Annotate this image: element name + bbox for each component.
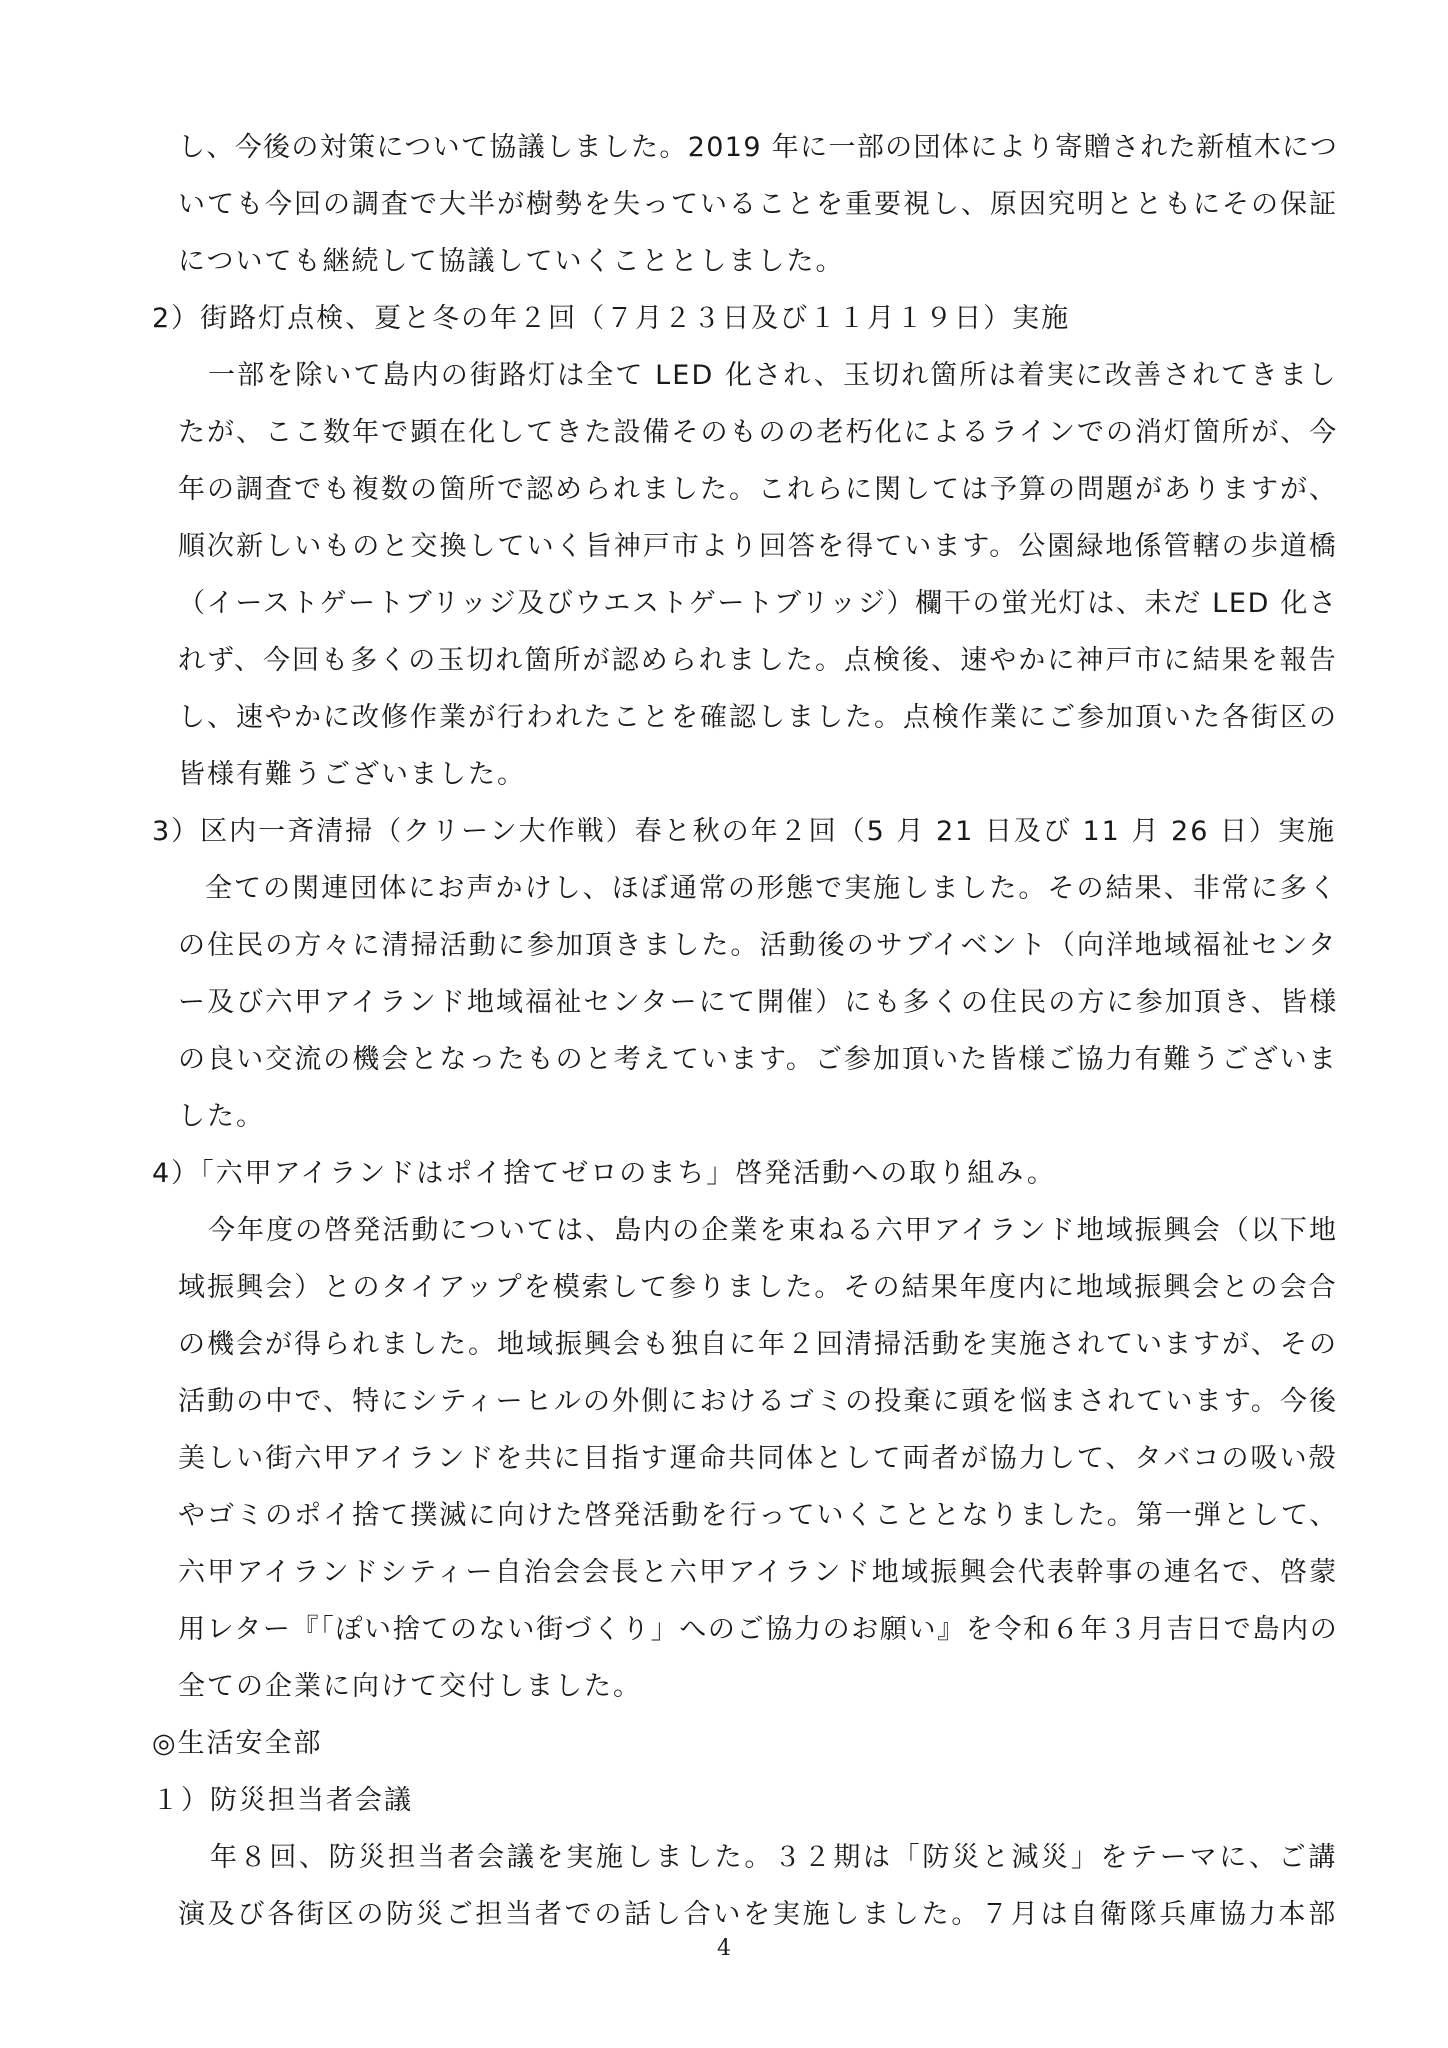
- text-line: やゴミのポイ捨て撲滅に向けた啓発活動を行っていくこととなりました。第一弾として、: [178, 1500, 1339, 1531]
- text-line: の住民の方々に清掃活動に参加頂きました。活動後のサブイベント（向洋地域福祉センタ: [178, 930, 1338, 961]
- text-line: 全ての関連団体にお声かけし、ほぼ通常の形態で実施しました。その結果、非常に多く: [205, 873, 1338, 904]
- text-line: 域振興会）とのタイアップを模索して参りました。その結果年度内に地域振興会との会合: [178, 1272, 1338, 1303]
- text-line: 美しい街六甲アイランドを共に目指す運命共同体として両者が協力して、タバコの吸い殻: [178, 1443, 1338, 1474]
- text-line: 年の調査でも複数の箇所で認められました。これらに関しては予算の問題がありますが、: [178, 474, 1338, 505]
- text-line: し、今後の対策について協議しました。2019 年に一部の団体により寄贈された新植木につ: [178, 132, 1339, 163]
- text-line: 演及び各街区の防災ご担当者での話し合いを実施しました。７月は自衛隊兵庫協力本部: [178, 1899, 1338, 1930]
- text-line: についても継続して協議していくこととしました。: [178, 246, 845, 277]
- text-line: した。: [178, 1101, 265, 1132]
- text-line: （イーストゲートブリッジ及びウエストゲートブリッジ）欄干の蛍光灯は、未だ LED 化さ: [178, 588, 1338, 619]
- text-line: の機会が得られました。地域振興会も独自に年２回清掃活動を実施されていますが、その: [178, 1329, 1338, 1360]
- text-line: 順次新しいものと交換していく旨神戸市より回答を得ています。公園緑地係管轄の歩道橋: [178, 531, 1338, 562]
- text-line: 今年度の啓発活動については、島内の企業を束ねる六甲アイランド地域振興会（以下地: [208, 1215, 1339, 1246]
- text-line: 六甲アイランドシティー自治会会長と六甲アイランド地域振興会代表幹事の連名で、啓蒙: [178, 1557, 1339, 1588]
- text-line: 用レター『「ぽい捨てのない街づくり」へのご協力のお願い』を令和６年３月吉日で島内の: [178, 1614, 1339, 1645]
- text-line: 活動の中で、特にシティーヒルの外側におけるゴミの投棄に頭を悩まされています。今後: [178, 1386, 1339, 1417]
- text-line: いても今回の調査で大半が樹勢を失っていることを重要視し、原因究明とともにその保証: [178, 189, 1338, 220]
- text-line: 2）街路灯点検、夏と冬の年２回（７月２３日及び１１月１９日）実施: [152, 303, 1071, 334]
- text-line: し、速やかに改修作業が行われたことを確認しました。点検作業にご参加頂いた各街区の: [178, 702, 1338, 733]
- page-number: 4: [717, 1936, 731, 1961]
- text-line: 全ての企業に向けて交付しました。: [178, 1671, 642, 1702]
- text-line: 皆様有難うございました。: [178, 759, 526, 790]
- text-line: の良い交流の機会となったものと考えています。ご参加頂いた皆様ご協力有難うございま: [178, 1044, 1338, 1075]
- text-line: 3）区内一斉清掃（クリーン大作戦）春と秋の年２回（5 月 21 日及び 11 月 26 日）実施: [152, 816, 1336, 847]
- text-line: れず、今回も多くの玉切れ箇所が認められました。点検後、速やかに神戸市に結果を報告: [178, 645, 1338, 676]
- text-line: 年８回、防災担当者会議を実施しました。３２期は「防災と減災」をテーマに、ご講: [210, 1842, 1338, 1873]
- text-line: １）防災担当者会議: [152, 1785, 413, 1816]
- text-line: 一部を除いて島内の街路灯は全て LED 化され、玉切れ箇所は着実に改善されてきまし: [208, 360, 1338, 391]
- text-line: 4）「六甲アイランドはポイ捨てゼロのまち」啓発活動への取り組み。: [152, 1158, 1056, 1189]
- text-line: ◎生活安全部: [152, 1728, 323, 1759]
- text-line: たが、ここ数年で顕在化してきた設備そのものの老朽化によるラインでの消灯箇所が、今: [178, 417, 1339, 448]
- text-line: ー及び六甲アイランド地域福祉センターにて開催）にも多くの住民の方に参加頂き、皆様: [178, 987, 1339, 1018]
